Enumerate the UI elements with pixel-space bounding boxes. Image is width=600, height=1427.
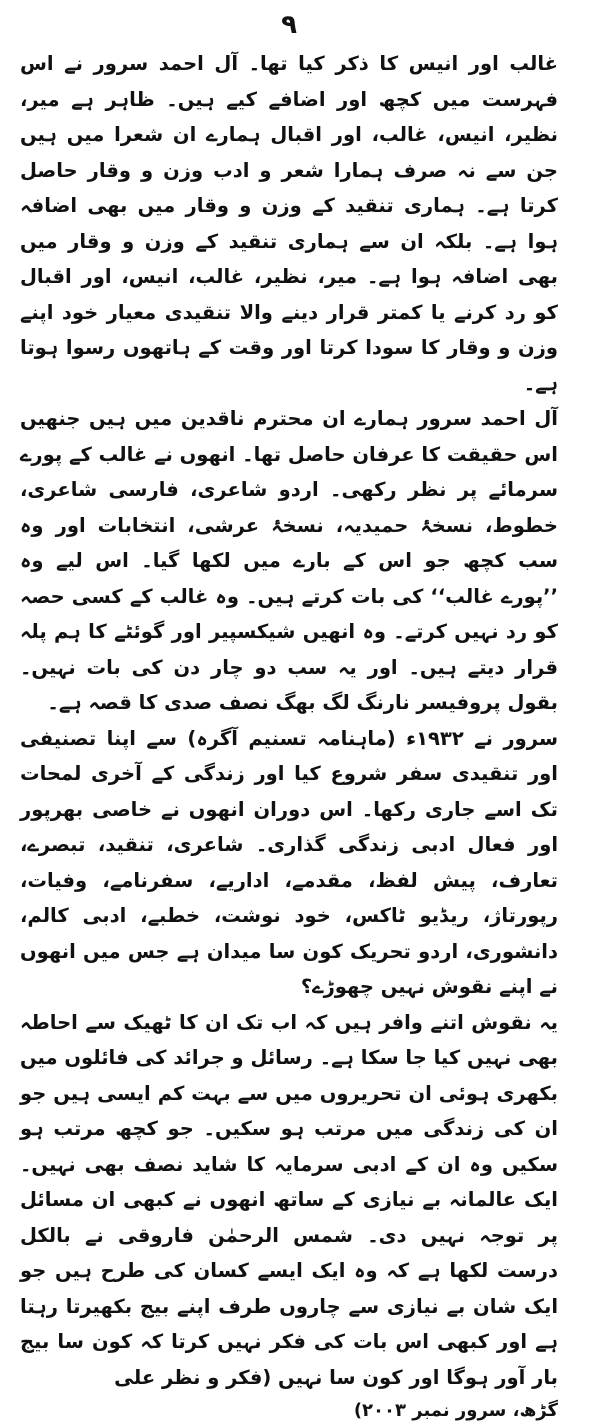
page-number: ۹ — [281, 10, 297, 40]
paragraph: غالب اور انیس کا ذکر کیا تھا۔ آل احمد سرور نے اس فہرست میں کچھ اور اضافے کیے ہیں۔ ظاہر ہے میر، نظیر، انیس، غالب، اور اقبال ہمارے ان شعرا میں ہیں جن سے نہ صرف ہمارا شعر و ادب وزن و وقار حاصل کرتا ہے۔ ہماری تنقید کے وزن و وقار میں بھی اضافہ ہوا ہے۔ بلکہ ان سے ہماری تنقید کے وزن و وقار میں بھی اضافہ ہوا ہے۔ میر، نظیر، غالب، انیس، اور اقبال کو رد کرنے یا کمتر قرار دینے والا تنقیدی معیار خود اپنے وزن و وقار کا سودا کرتا اور وقت کے ہاتھوں رسوا ہوتا ہے۔ — [20, 52, 558, 395]
paragraph: یہ نقوش اتنے وافر ہیں کہ اب تک ان کا ٹھیک سے احاطہ بھی نہیں کیا جا سکا ہے۔ رسائل و جرائد کی فائلوں میں بکھری ہوئی ان تحریروں میں سے بہت کم ایسی ہیں جو ان کی زندگی میں مرتب ہو سکیں۔ جو کچھ مرتب ہو سکیں وہ ان کے ادبی سرمایہ کا شاید نصف بھی نہیں۔ ایک عالمانہ بے نیازی کے ساتھ انھوں نے کبھی ان مسائل پر توجہ نہیں دی۔ شمس الرحمٰن فاروقی نے بالکل درست لکھا ہے کہ وہ ایک ایسے کسان کی طرح ہیں جو ایک شان بے نیازی سے چاروں طرف اپنے بیج بکھیرتا رہتا ہے اور کبھی اس بات کی فکر نہیں کرتا کہ کون سا بیج بار آور ہوگا اور کون سا نہیں (فکر و نظر علی — [20, 1010, 558, 1389]
paragraph: آل احمد سرور ہمارے ان محترم ناقدین میں ہیں جنھیں اس حقیقت کا عرفان حاصل تھا۔ انھوں نے غالب کے پورے سرمائے پر نظر رکھی۔ اردو شاعری، فارسی شاعری، خطوط، نسخۂ حمیدیہ، نسخۂ عرشی، انتخابات اور وہ سب کچھ جو اس کے بارے میں لکھا گیا۔ اس لیے وہ ’’پورے غالب‘‘ کی بات کرتے ہیں۔ وہ غالب کے کسی حصہ کو رد نہیں کرتے۔ وہ انھیں شیکسپیر اور گوئٹے کا ہم پلہ قرار دیتے ہیں۔ اور یہ سب دو چار دن کی بات نہیں۔ بقول پروفیسر نارنگ لگ بھگ نصف صدی کا قصہ ہے۔ — [20, 407, 558, 714]
body-text — [20, 46, 558, 1395]
citation-line: گڑھ، سرور نمبر ۲۰۰۳) — [353, 1400, 558, 1421]
paragraph: سرور نے ۱۹۳۲ء (ماہنامہ تسنیم آگرہ) سے اپنا تصنیفی اور تنقیدی سفر شروع کیا اور زندگی کے آخری لمحات تک اسے جاری رکھا۔ اس دوران انھوں نے خاصی بھرپور اور فعال ادبی زندگی گذاری۔ شاعری، تنقید، تبصرے، تعارف، پیش لفظ، مقدمے، اداریے، سفرنامے، وفیات، رپورتاژ، ریڈیو ٹاکس، خود نوشت، خطبے، ادبی کالم، دانشوری، اردو تحریک کون سا میدان ہے جس میں انھوں نے اپنے نقوش نہیں چھوڑے؟ — [20, 726, 558, 998]
